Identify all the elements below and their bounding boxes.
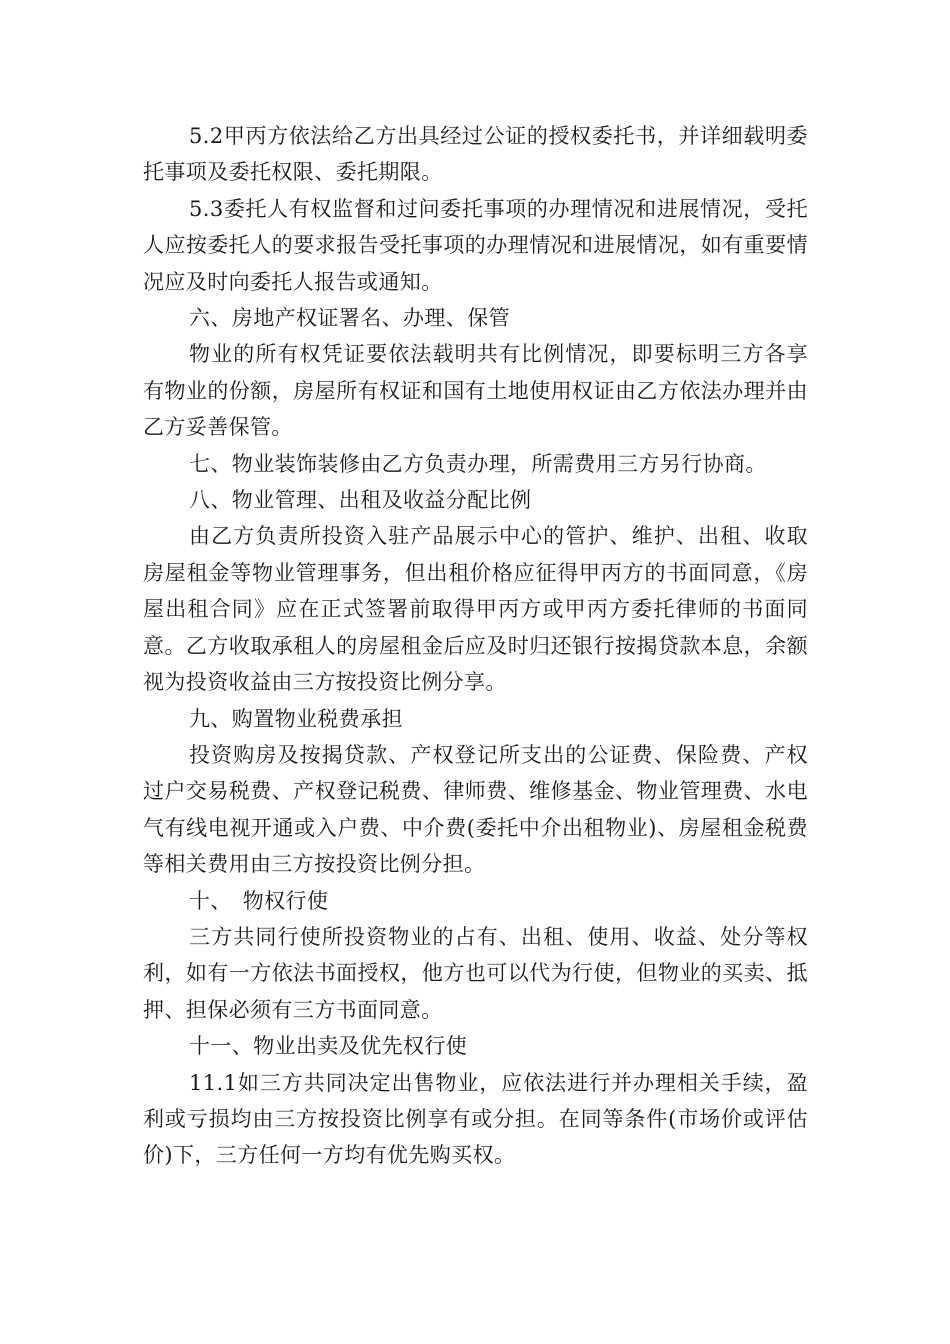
section-6-body: 物业的所有权凭证要依法载明共有比例情况，即要标明三方各享有物业的份额，房屋所有权证和国有土地使用权证由乙方依法办理并由乙方妥善保管。 (143, 342, 808, 440)
section-9-body: 投资购房及按揭贷款、产权登记所支出的公证费、保险费、产权过户交易税费、产权登记税费、律师费、维修基金、物业管理费、水电气有线电视开通或入户费、中介费(委托中介出租物业)、房屋租金税费等相关费用由三方按投资比例分担。 (143, 742, 808, 877)
section-heading-10: 十、 物权行使 (189, 888, 329, 913)
section-heading-9: 九、购置物业税费承担 (189, 706, 403, 731)
section-10-body: 三方共同行使所投资物业的占有、出租、使用、收益、处分等权利，如有一方依法书面授权，他方也可以代为行使，但物业的买卖、抵押、担保必须有三方书面同意。 (143, 924, 808, 1022)
clause-5-2: 5.2甲丙方依法给乙方出具经过公证的授权委托书，并详细载明委托事项及委托权限、委托期限。 (143, 124, 808, 185)
section-8-body: 由乙方负责所投资入驻产品展示中心的管护、维护、出租、收取房屋租金等物业管理事务，但出租价格应征得甲丙方的书面同意，《房屋出租合同》应在正式签署前取得甲丙方或甲丙方委托律师的书面同意。乙方收取承租人的房屋租金后应及时归还银行按揭贷款本息，余额视为投资收益由三方按投资比例分享。 (143, 524, 808, 695)
document-body (143, 118, 808, 1174)
section-7: 七、物业装饰装修由乙方负责办理，所需费用三方另行协商。 (189, 451, 767, 476)
clause-11-1: 11.1如三方共同决定出售物业，应依法进行并办理相关手续，盈利或亏损均由三方按投资比例享有或分担。在同等条件(市场价或评估价)下，三方任何一方均有优先购买权。 (143, 1070, 808, 1168)
section-heading-8: 八、物业管理、出租及收益分配比例 (189, 488, 532, 513)
section-heading-11: 十一、物业出卖及优先权行使 (189, 1034, 468, 1059)
clause-5-3: 5.3委托人有权监督和过问委托事项的办理情况和进展情况，受托人应按委托人的要求报告受托事项的办理情况和进展情况，如有重要情况应及时向委托人报告或通知。 (143, 196, 808, 294)
section-heading-6: 六、房地产权证署名、办理、保管 (189, 306, 510, 331)
